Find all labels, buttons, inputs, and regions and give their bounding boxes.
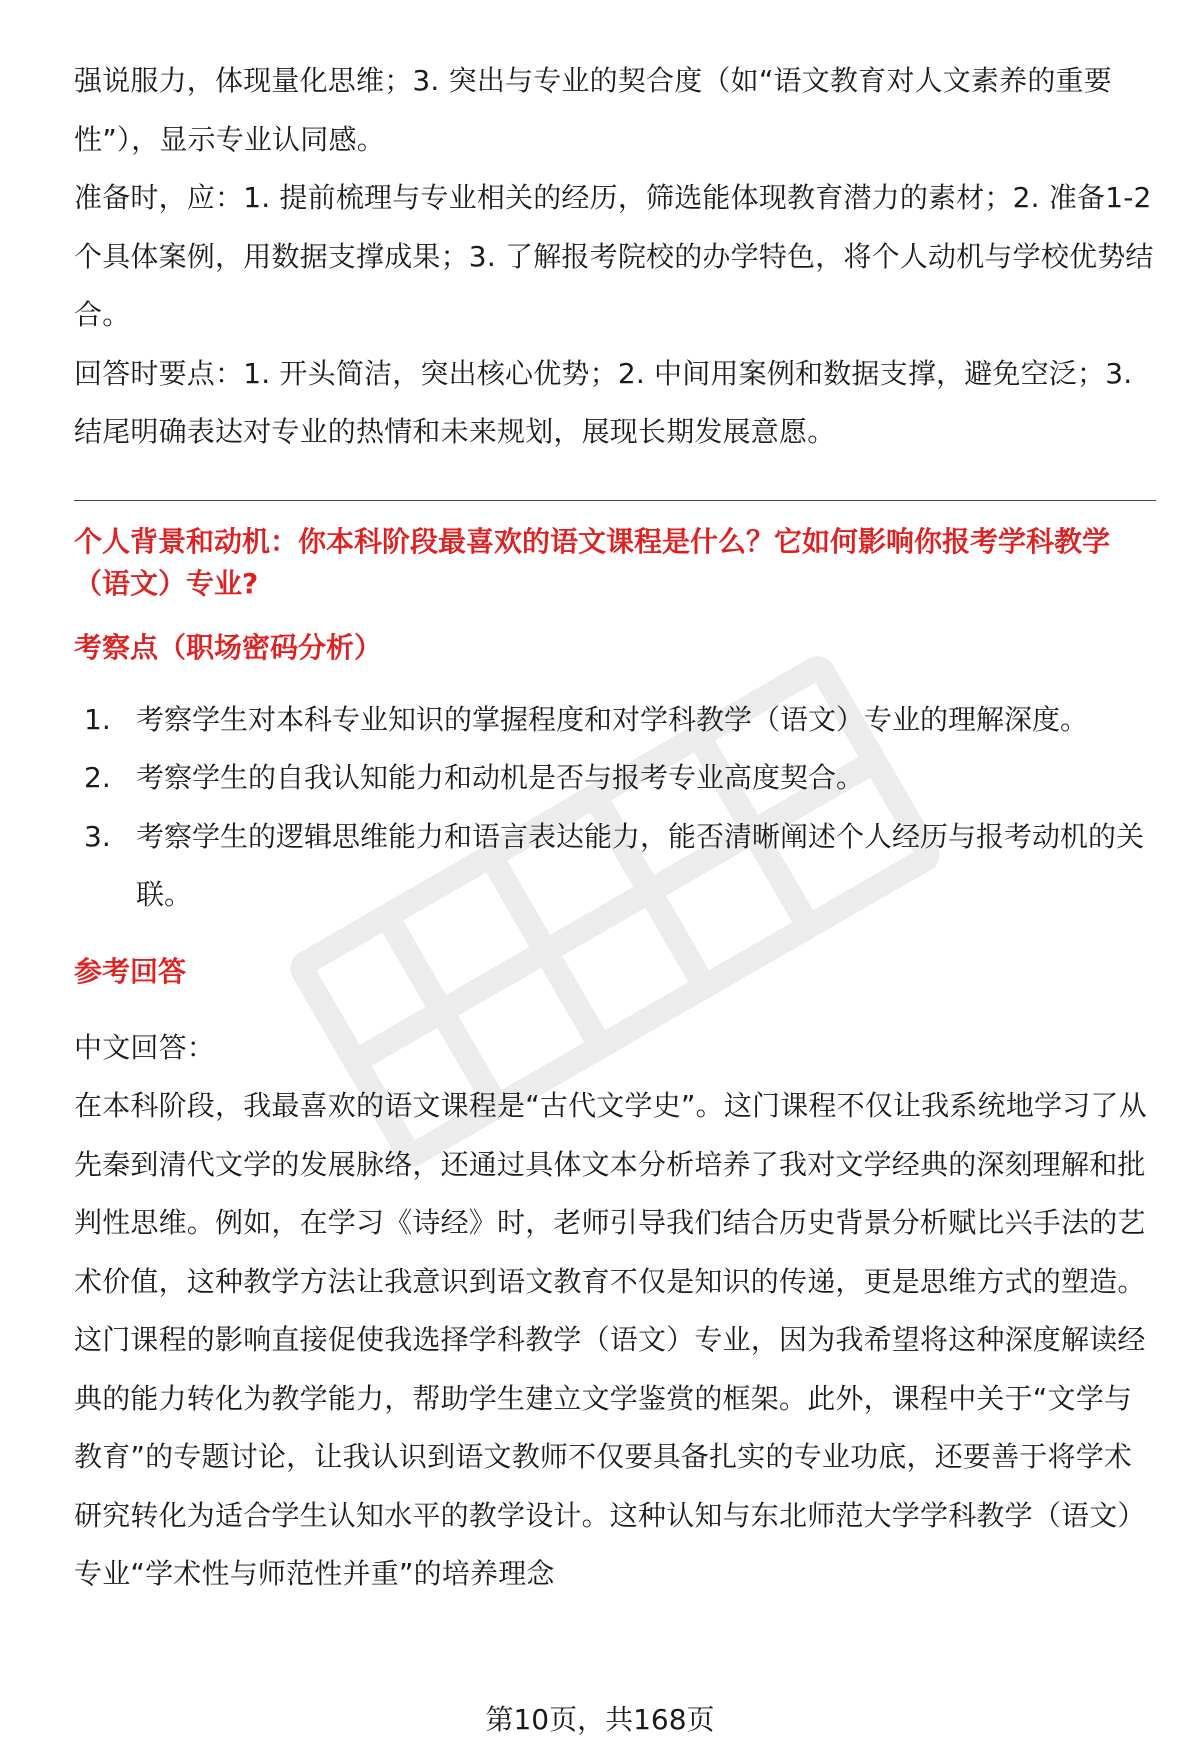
list-item-number: 2. [84, 761, 111, 794]
document-content [74, 52, 1156, 1604]
question-heading: 个人背景和动机：你本科阶段最喜欢的语文课程是什么？它如何影响你报考学科教学（语文）专业? [74, 524, 1111, 600]
list-item [84, 691, 1156, 750]
section-divider [74, 500, 1156, 501]
list-item-number: 3. [84, 819, 111, 853]
answer-body: 在本科阶段，我最喜欢的语文课程是“古代文学史”。这门课程不仅让我系统地学习了从先秦到清代文学的发展脉络，还通过具体文本分析培养了我对文学经典的深刻理解和批判性思维。例如，在学习《诗经》时，老师引导我们结合历史背景分析赋比兴手法的艺术价值，这种教学方法让我意识到语文教育不仅是知识的传递，更是思维方式的塑造。这门课程的影响直接促使我选择学科教学（语文）专业，因为我希望将这种深度解读经典的能力转化为教学能力，帮助学生建立文学鉴赏的框架。此外，课程中关于“文学与教育”的专题讨论，让我认识到语文教师不仅要具备扎实的专业功底，还要善于将学术研究转化为适合学生认知水平的教学设计。这种认知与东北师范大学学科教学（语文）专业“学术性与师范性并重”的培养理念 [74, 1089, 1147, 1590]
list-item-text: 考察学生对本科专业知识的掌握程度和对学科教学（语文）专业的理解深度。 [136, 702, 1089, 736]
list-item-number: 1. [84, 702, 111, 736]
answer-label: 中文回答： [74, 1030, 216, 1064]
list-item-text: 考察学生的自我认知能力和动机是否与报考专业高度契合。 [136, 761, 865, 794]
paragraph-preparation: 准备时，应：1. 提前梳理与专业相关的经历，筛选能体现教育潜力的素材；2. 准备1-2个具体案例，用数据支撑成果；3. 了解报考院校的办学特色，将个人动机与学校优势结合。 [74, 181, 1154, 331]
paragraph-answer-points: 回答时要点：1. 开头简洁，突出核心优势；2. 中间用案例和数据支撑，避免空泛；3. 结尾明确表达对专业的热情和未来规划，展现长期发展意愿。 [74, 356, 1133, 448]
exam-point-title: 考察点（职场密码分析） [74, 630, 383, 664]
page-number-footer: 第10页，共168页 [485, 1703, 715, 1736]
list-item-text: 考察学生的逻辑思维能力和语言表达能力，能否清晰阐述个人经历与报考动机的关联。 [136, 819, 1145, 911]
exam-point-list [74, 691, 1156, 925]
list-item [84, 749, 1156, 808]
list-item [84, 808, 1156, 925]
paragraph-intro-tips: 强说服力，体现量化思维；3. 突出与专业的契合度（如“语文教育对人文素养的重要性”），显示专业认同感。 [74, 64, 1112, 156]
reference-answer-title: 参考回答 [74, 954, 187, 988]
